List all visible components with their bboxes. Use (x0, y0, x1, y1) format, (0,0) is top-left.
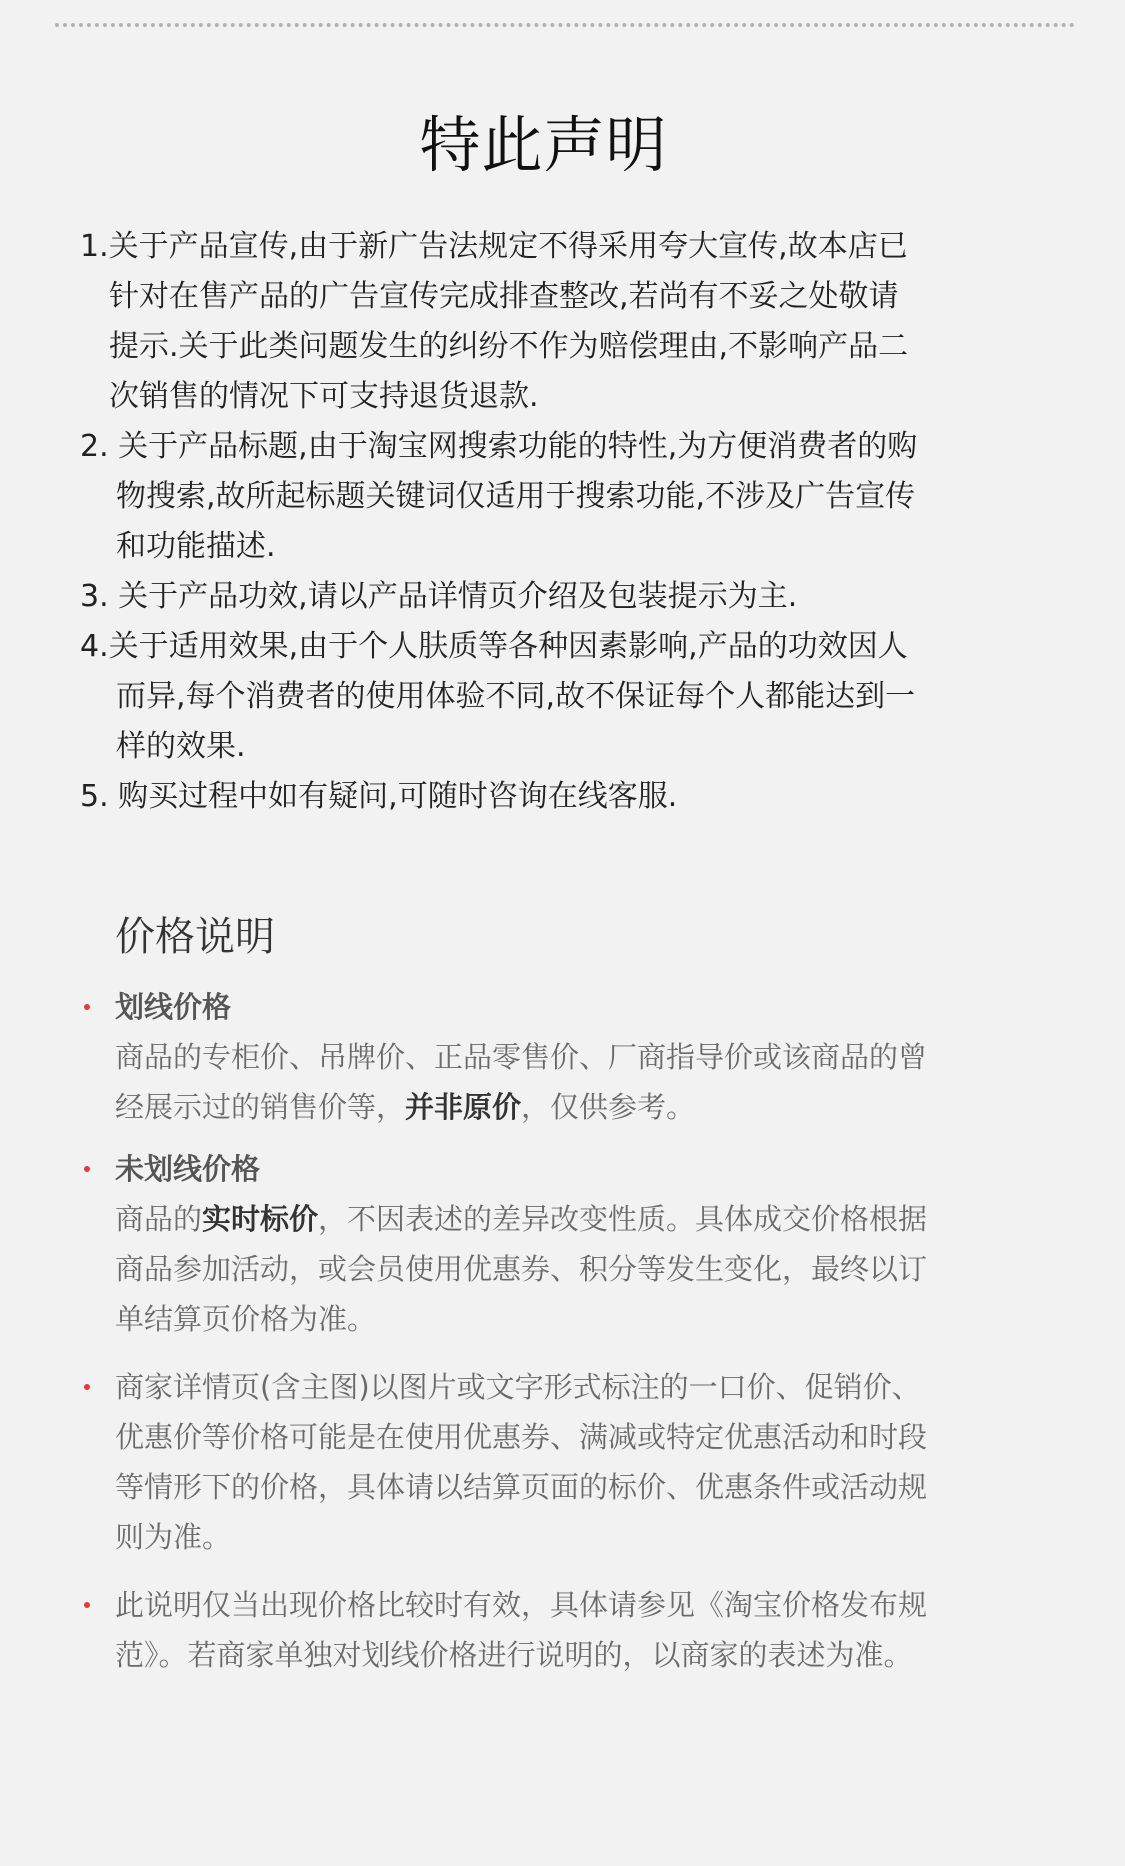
statement-line: 提示.关于此类问题发生的纠纷不作为赔偿理由,不影响产品二 (109, 329, 909, 364)
statement-item-2 (80, 422, 1090, 572)
price-item-strikethrough (0, 982, 1125, 1132)
price-item-line: 单结算页价格为准。 (115, 1302, 377, 1336)
price-item-line: 商品参加活动，或会员使用优惠券、积分等发生变化，最终以订 (115, 1252, 928, 1286)
dotted-divider (55, 23, 1075, 27)
price-item-non-strikethrough (0, 1144, 1125, 1344)
price-item-line: 商品的专柜价、吊牌价、正品零售价、厂商指导价或该商品的曾 (115, 1040, 928, 1074)
statement-line: 2. 关于产品标题,由于淘宝网搜索功能的特性,为方便消费者的购 (80, 429, 918, 464)
text-segment: 经展示过的销售价等， (115, 1090, 406, 1124)
price-item-merchant-detail (0, 1362, 1125, 1562)
price-item-line: 优惠价等价格可能是在使用优惠券、满减或特定优惠活动和时段 (115, 1420, 928, 1454)
price-item-heading: 未划线价格 (115, 1152, 261, 1186)
statement-line: 次销售的情况下可支持退货退款. (109, 379, 539, 414)
bullet-dot-icon (84, 1602, 90, 1608)
price-item-line: 等情形下的价格，具体请以结算页面的标价、优惠条件或活动规 (115, 1470, 928, 1504)
text-segment: ，仅供参考。 (521, 1090, 696, 1124)
price-item-line: 范》。若商家单独对划线价格进行说明的，以商家的表述为准。 (115, 1638, 913, 1672)
statement-line: 3. 关于产品功效,请以产品详情页介绍及包装提示为主. (80, 579, 798, 614)
emphasis-text: 实时标价 (202, 1202, 319, 1236)
statement-title: 特此声明 (419, 110, 668, 181)
price-item-line: 此说明仅当出现价格比较时有效，具体请参见《淘宝价格发布规 (115, 1588, 928, 1622)
price-item-line (115, 1082, 1125, 1132)
price-item-line: 商家详情页(含主图)以图片或文字形式标注的一口价、促销价、 (115, 1370, 921, 1404)
text-segment: 商品的 (115, 1202, 203, 1236)
statement-line: 针对在售产品的广告宣传完成排查整改,若尚有不妥之处敬请 (109, 279, 899, 314)
price-notice-title: 价格说明 (115, 914, 275, 960)
price-item-validity (0, 1580, 1125, 1680)
statement-line: 物搜索,故所起标题关键词仅适用于搜索功能,不涉及广告宣传 (116, 479, 916, 514)
statement-line: 而异,每个消费者的使用体验不同,故不保证每个人都能达到一 (116, 679, 916, 714)
statement-line: 样的效果. (116, 729, 246, 764)
bullet-dot-icon (84, 1166, 90, 1172)
price-notice-list (0, 982, 1125, 1680)
bullet-dot-icon (84, 1384, 90, 1390)
price-item-heading: 划线价格 (115, 990, 232, 1024)
statement-item-3 (80, 572, 1090, 622)
statement-item-5 (80, 772, 1090, 822)
text-segment: ，不因表述的差异改变性质。具体成交价格根据 (318, 1202, 928, 1236)
statement-line: 1.关于产品宣传,由于新广告法规定不得采用夸大宣传,故本店已 (80, 229, 908, 264)
price-item-line: 则为准。 (115, 1520, 232, 1554)
statement-line: 和功能描述. (116, 529, 276, 564)
statement-item-4 (80, 622, 1090, 772)
statement-line: 5. 购买过程中如有疑问,可随时咨询在线客服. (80, 779, 678, 814)
statement-list (80, 222, 1090, 822)
statement-item-1 (80, 222, 1090, 422)
emphasis-text: 并非原价 (405, 1090, 522, 1124)
price-item-line (115, 1194, 1125, 1244)
statement-line: 4.关于适用效果,由于个人肤质等各种因素影响,产品的功效因人 (80, 629, 908, 664)
bullet-dot-icon (84, 1004, 90, 1010)
